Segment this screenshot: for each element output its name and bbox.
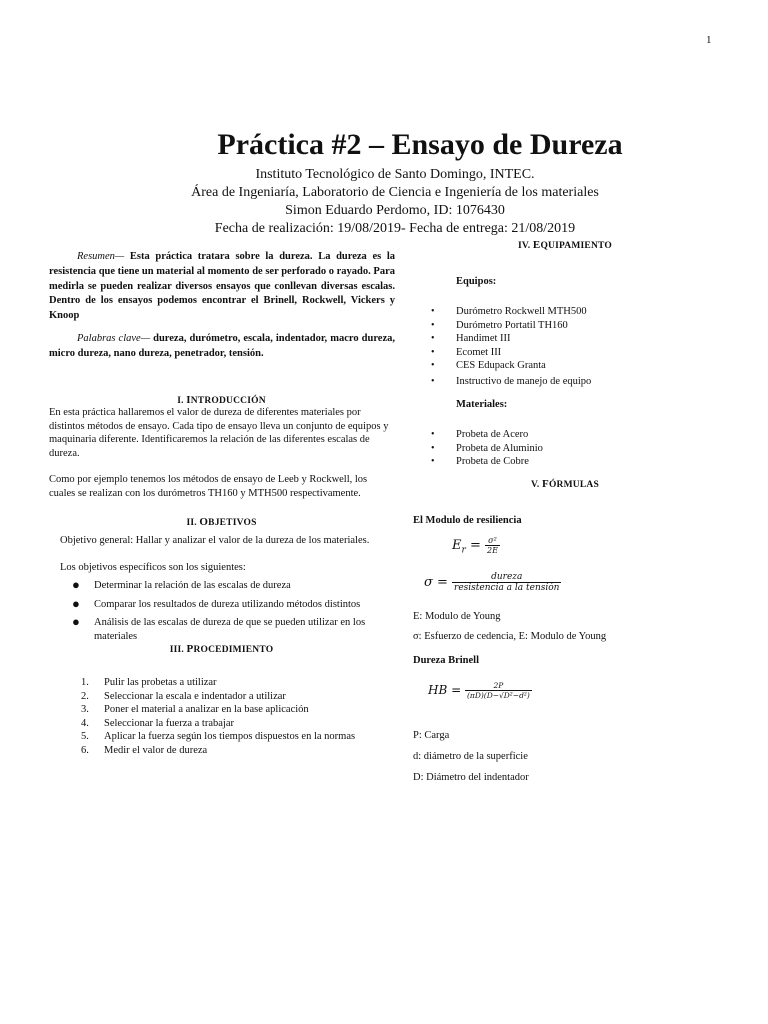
resiliencia-label: El Modulo de resiliencia [413, 515, 522, 526]
institution: Instituto Tecnológico de Santo Domingo, INTEC. [255, 167, 535, 182]
list-item: • Instructivo de manejo de equipo [431, 375, 592, 387]
equipos-label: Equipos: [456, 276, 497, 287]
diametro-superficie-definition: d: diámetro de la superficie [413, 751, 528, 762]
section-heading-procedimiento: III. PROCEDIMIENTO [169, 643, 274, 655]
list-item: 3. Poner el material a analizar en la base aplicación [81, 704, 309, 715]
list-item: • Probeta de Acero [431, 429, 529, 440]
paper-title: Práctica #2 – Ensayo de Dureza [217, 128, 623, 161]
list-item: ● Comparar los resultados de dureza utilizando métodos distintos [72, 595, 361, 611]
bullet-icon: • [431, 456, 435, 467]
department-area: Área de Ingeniaría, Laboratorio de Ciencia e Ingeniería de los materiales [191, 185, 599, 200]
keywords-text: dureza, durómetro, escala, indentador, macro dureza, micro dureza, nano dureza, penetrador, tensión. [49, 333, 395, 359]
list-item: 1. Pulir las probetas a utilizar [81, 677, 217, 688]
bullet-icon: • [431, 429, 435, 440]
page-number: 1 [706, 34, 712, 46]
materiales-label: Materiales: [456, 399, 508, 410]
bullet-icon: ● [72, 577, 80, 592]
bullet-icon: • [431, 333, 435, 344]
list-item: 2. Seleccionar la escala e indentador a utilizar [81, 690, 286, 702]
objetivo-general: Objetivo general: Hallar y analizar el valor de la dureza de los materiales. [60, 535, 370, 546]
section-heading-equipamiento: IV. EQUIPAMIENTO [518, 239, 612, 251]
procedimiento-steps [81, 676, 394, 757]
bullet-icon: • [431, 346, 435, 358]
carga-definition: P: Carga [413, 730, 450, 741]
brinell-formula: HB = $\frac{2P}{\text{(πD)(D−√D²−d²)}}$ [428, 681, 530, 700]
author-line: Simon Eduardo Perdomo, ID: 1076430 [285, 203, 505, 218]
bullet-icon: • [431, 442, 435, 454]
objetivos-list [72, 577, 394, 643]
list-item: • Handimet III [431, 333, 511, 344]
bullet-icon: ● [72, 614, 80, 629]
list-item: • Ecomet III [431, 346, 502, 358]
diametro-indentador-definition: D: Diámetro del indentador [413, 772, 529, 783]
materiales-list [431, 428, 736, 469]
section-heading-objetivos: II. OBJETIVOS [186, 516, 257, 528]
list-item: • CES Edupack Granta [431, 360, 546, 371]
bullet-icon: • [431, 319, 435, 331]
list-item: ● Análisis de las escalas de dureza de que se pueden utilizar en los materiales [72, 614, 366, 642]
section-heading-formulas: V. FÓRMULAS [531, 478, 599, 490]
list-item: ● Determinar la relación de las escalas de dureza [72, 577, 291, 592]
abstract-text: Esta práctica tratara sobre la dureza. La dureza es la resistencia que tiene un material al momento de ser perforado o rayado. Para medirla se pueden realizar diversos ensayos que conllevan diversas escalas. Dentro de los ensayos podemos encontrar el Brinell, Rockwell, Vickers y Knoop [49, 251, 395, 322]
bullet-icon: • [431, 306, 435, 317]
list-item: 6. Medir el valor de dureza [81, 744, 208, 756]
sigma-formula: σ = $\frac{\text{dureza}}{\text{resistencia a la tensión}}$ [424, 572, 560, 593]
list-item: 5. Aplicar la fuerza según los tiempos dispuestos en la normas [81, 731, 356, 742]
young-definition: E: Modulo de Young [413, 611, 501, 622]
list-item: • Probeta de Cobre [431, 456, 529, 467]
intro-paragraph-1: En esta práctica hallaremos el valor de dureza de diferentes materiales por distintos métodos de ensayo. Cada tipo de ensayo lleva un conjunto de equipos y maquinaria diferente. Identificaremos la relación de las diferentes escalas de dureza. [49, 407, 389, 459]
list-item: 4. Seleccionar la fuerza a trabajar [81, 717, 234, 729]
keywords [49, 332, 395, 362]
brinell-label: Dureza Brinell [413, 655, 480, 666]
bullet-icon: • [431, 375, 435, 387]
objetivos-especificos-intro: Los objetivos específicos son los siguientes: [60, 562, 246, 573]
equipos-list [431, 305, 736, 388]
list-item: • Durómetro Rockwell MTH500 [431, 306, 587, 317]
bullet-icon: ● [72, 595, 80, 611]
keywords-lead: Palabras clave— [77, 333, 151, 344]
sigma-definition: σ: Esfuerzo de cedencia, E: Modulo de Young [413, 631, 607, 642]
bullet-icon: • [431, 360, 435, 371]
resiliencia-formula: $E_r$ = $\frac{\text{σ²}}{2E}$ [452, 536, 498, 556]
abstract [49, 250, 395, 324]
list-item: • Durómetro Portatil TH160 [431, 319, 568, 331]
list-item: • Probeta de Aluminio [431, 442, 543, 454]
abstract-lead: Resumen— [77, 251, 125, 262]
section-heading-intro: I. INTRODUCCIÓN [177, 394, 266, 406]
intro-paragraph-2: Como por ejemplo tenemos los métodos de ensayo de Leeb y Rockwell, los cuales se realizan con los durómetros TH160 y MTH500 respectivamente. [49, 474, 368, 499]
dates-line: Fecha de realización: 19/08/2019- Fecha de entrega: 21/08/2019 [214, 221, 576, 236]
